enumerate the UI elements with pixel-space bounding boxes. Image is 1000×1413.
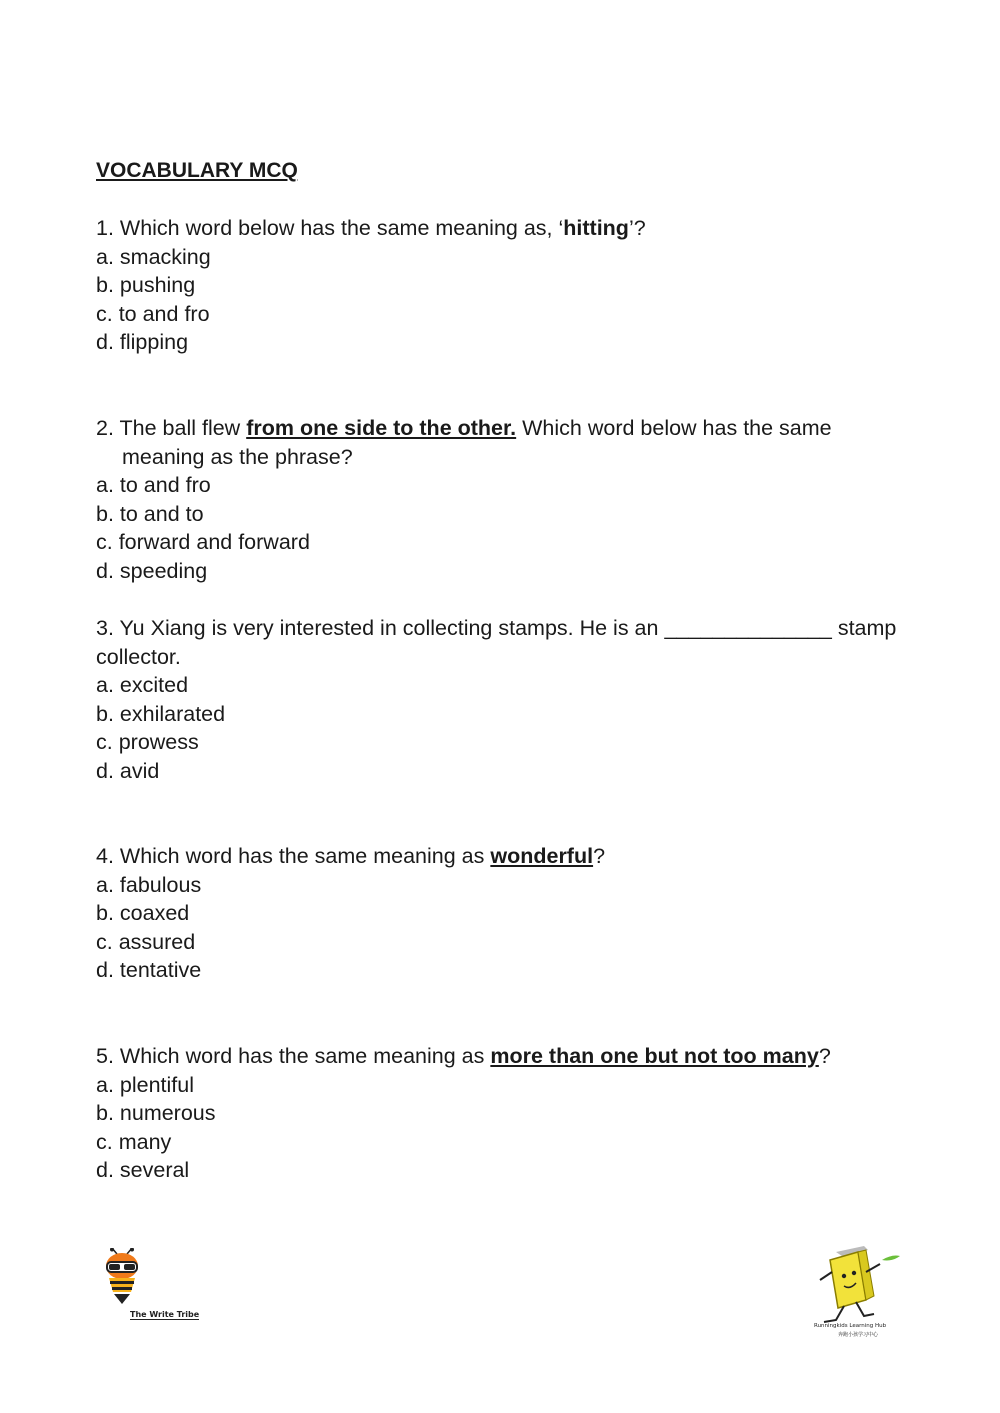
option-1d: d. flipping — [96, 330, 189, 355]
page-title: VOCABULARY MCQ — [96, 159, 298, 182]
option-5b: b. numerous — [96, 1101, 216, 1126]
option-2b: b. to and to — [96, 501, 204, 526]
question-5-stem: 5. Which word has the same meaning as more than one but not too many? — [96, 1044, 831, 1068]
question-3 — [96, 614, 906, 786]
question-2 — [96, 414, 906, 586]
option-2a: a. to and fro — [96, 473, 211, 498]
option-1b: b. pushing — [96, 273, 196, 298]
question-1-keyword: hitting — [563, 216, 629, 240]
question-4 — [96, 842, 906, 985]
question-4-stem: 4. Which word has the same meaning as wonderful? — [96, 844, 606, 868]
question-5 — [96, 1042, 906, 1185]
option-1a: a. smacking — [96, 244, 211, 269]
option-2d: d. speeding — [96, 558, 208, 583]
option-3a: a. excited — [96, 673, 189, 698]
running-learning-hub-subcaption: 奔跑小孩学习中心 — [838, 1332, 879, 1338]
question-5-keyword: more than one but not too many — [490, 1044, 819, 1068]
question-2-keyword: from one side to the other. — [246, 416, 517, 440]
option-1c: c. to and fro — [96, 301, 210, 326]
option-5c: c. many — [96, 1129, 172, 1154]
running-learning-hub-caption: Runningkids Learning Hub — [814, 1323, 887, 1329]
option-4b: b. coaxed — [96, 901, 190, 926]
option-3d: d. avid — [96, 758, 160, 783]
question-1-stem: 1. Which word below has the same meaning as, ‘hitting’? — [96, 216, 646, 240]
option-5a: a. plentiful — [96, 1072, 195, 1097]
option-3b: b. exhilarated — [96, 701, 226, 726]
question-4-keyword: wonderful — [490, 844, 594, 868]
write-tribe-caption: The Write Tribe — [130, 1310, 200, 1319]
question-2-stem: 2. The ball flew from one side to the other. Which word below has the same meaning as the phrase? — [96, 416, 832, 469]
option-3c: c. prowess — [96, 730, 199, 755]
option-2c: c. forward and forward — [96, 530, 310, 555]
question-3-stem: 3. Yu Xiang is very interested in collecting stamps. He is an ______________ stamp collector. — [96, 616, 897, 669]
option-4c: c. assured — [96, 929, 196, 954]
option-4d: d. tentative — [96, 958, 202, 983]
option-5d: d. several — [96, 1158, 190, 1183]
option-4a: a. fabulous — [96, 872, 202, 897]
question-1 — [96, 214, 906, 357]
